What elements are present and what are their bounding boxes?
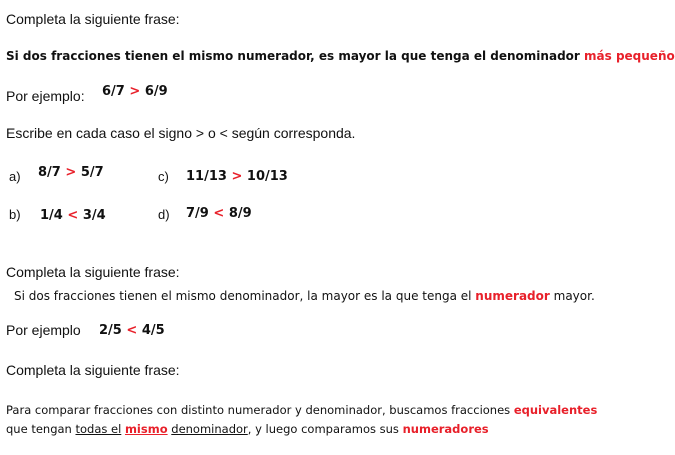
exercise-instruction: Escribe en cada caso el signo > o < según corresponda. [6,125,356,141]
section3-line1-text: Para comparar fracciones con distinto numerador y denominador, buscamos fracciones [6,403,511,417]
section1-heading: Completa la siguiente frase: [6,11,180,27]
item-a-label: a) [9,169,21,184]
section3-line2-underline3: denominador [171,422,248,436]
item-d [186,206,252,221]
section1-example [102,84,168,99]
section3-line2-underline1: todas el [75,422,122,436]
item-a-right: 5/7 [80,165,104,180]
section3-heading: Completa la siguiente frase: [6,362,180,378]
section1-example-label: Por ejemplo: [6,88,85,104]
item-d-left: 7/9 [186,206,209,221]
item-b-label: b) [9,207,21,222]
section2-example [99,323,165,338]
item-b-left: 1/4 [40,208,63,223]
item-c [186,169,288,184]
section1-rule [6,49,675,63]
section2-example-left: 2/5 [99,323,122,338]
example-right: 6/9 [144,84,168,99]
section3-line1 [6,403,597,417]
section3-line1-highlight: equivalentes [513,403,598,417]
section2-example-sign: < [126,323,138,338]
item-b-sign: < [67,208,79,223]
section1-rule-highlight: más pequeño [584,49,675,63]
example-left: 6/7 [102,84,125,99]
item-b-right: 3/4 [82,208,106,223]
section1-rule-text: Si dos fracciones tienen el mismo numerador, es mayor la que tenga el denominador [6,49,580,63]
section3-line2-highlight: numeradores [402,422,489,436]
item-a-sign: > [65,165,77,180]
section2-rule [14,289,595,303]
item-c-left: 11/13 [186,169,227,184]
section2-rule-highlight: numerador [475,289,550,303]
item-c-sign: > [231,169,243,184]
item-b [40,208,106,223]
section3-line2-start: que tengan [6,422,72,436]
item-d-label: d) [158,207,170,222]
item-d-right: 8/9 [228,206,252,221]
item-c-label: c) [158,169,169,184]
item-a [38,165,104,180]
section3-line2-end: , y luego comparamos sus [247,422,399,436]
item-c-right: 10/13 [246,169,288,184]
item-d-sign: < [213,206,225,221]
example-sign: > [129,84,141,99]
section2-rule-end: mayor. [553,289,595,303]
item-a-left: 8/7 [38,165,61,180]
section2-rule-text: Si dos fracciones tienen el mismo denominador, la mayor es la que tenga el [14,289,472,303]
section2-heading: Completa la siguiente frase: [6,264,180,280]
section2-example-label: Por ejemplo [6,322,81,338]
section3-line2 [6,422,489,436]
section3-line2-underline2: mismo [124,422,168,436]
section2-example-right: 4/5 [141,323,165,338]
